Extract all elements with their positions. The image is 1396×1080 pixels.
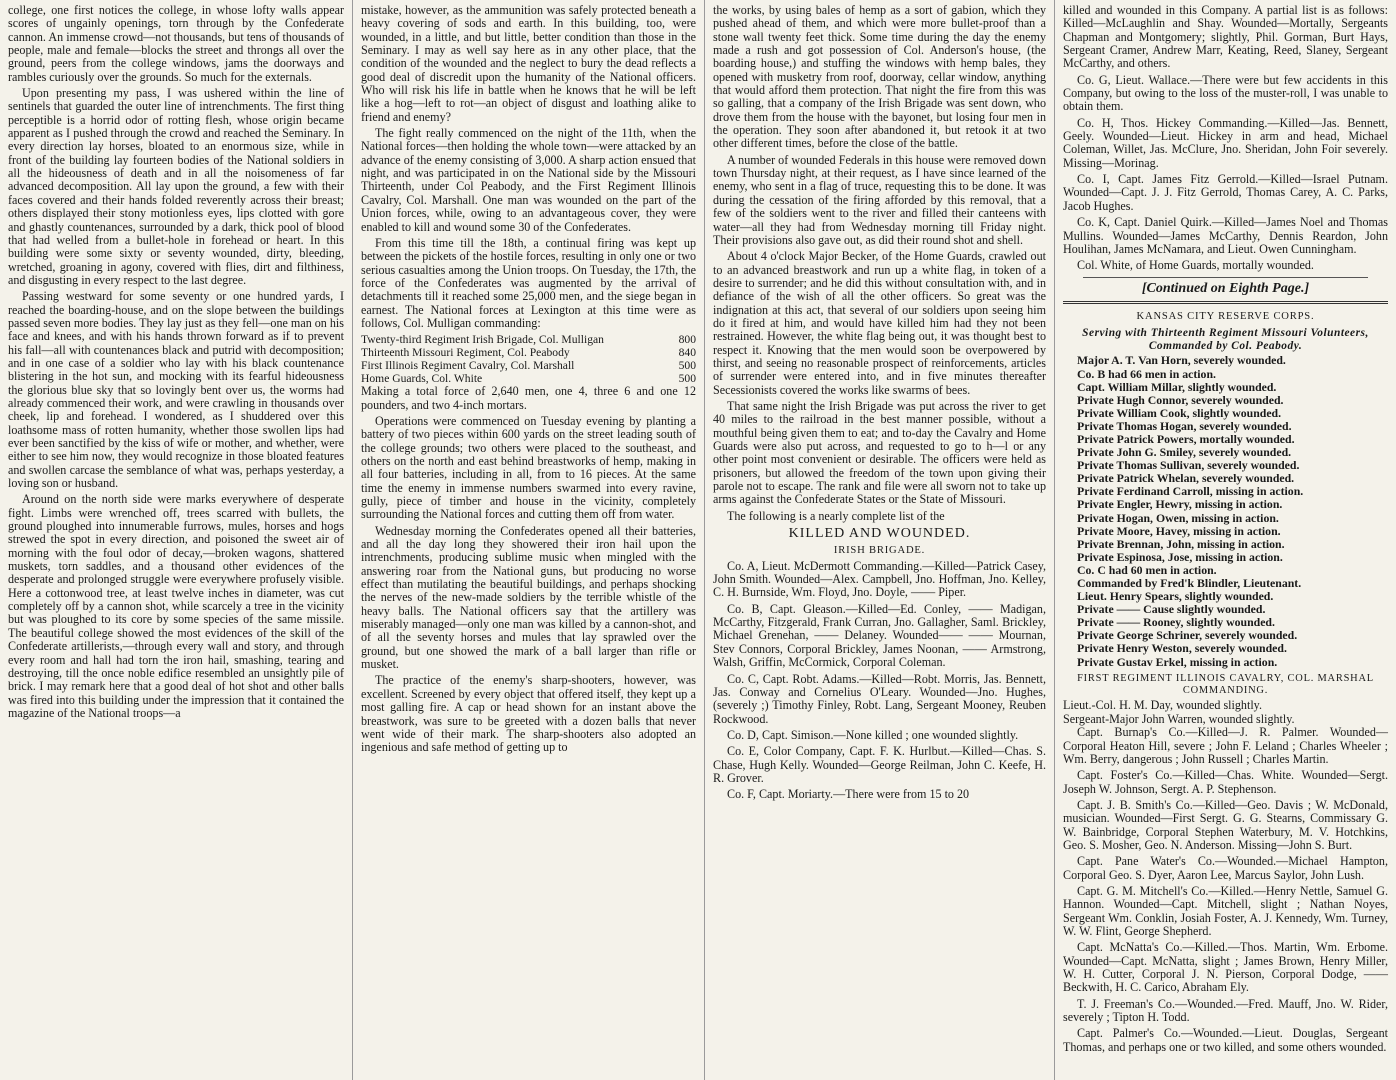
list-item: Capt. William Millar, slightly wounded.: [1077, 379, 1277, 394]
casualty-list-item: Co. H, Thos. Hickey Commanding.—Killed—Jas. Bennett, Geely. Wounded—Lieut. Hickey in arm and head, Michael Coleman, Willet, Jas. McClure, Jno. Sheridan, John Foir severely. Missing—Morinag.: [1063, 115, 1388, 170]
list-item: Private Gustav Erkel, missing in action.: [1077, 654, 1278, 669]
casualty-list-item: Co. B, Capt. Gleason.—Killed—Ed. Conley, —— Madigan, McCarthy, Fitzgerald, Frank Curran, Jno. Gallagher, Saml. Brickley, Michael Grenehan, —— Delaney. Wounded—— —— Mournan, Stev Connors, Corporal Brickley, James Noonan, —— Armstrong, Walsh, Griffin, McCormick, Corporal Coleman.: [713, 601, 1046, 670]
list-item: Private Engler, Hewry, missing in action.: [1077, 497, 1283, 512]
casualty-list-item: Capt. Foster's Co.—Killed—Chas. White. Wounded—Sergt. Joseph W. Johnson, Sergt. A. P. Stephenson.: [1063, 768, 1388, 796]
list-item: Private Espinosa, Jose, missing in action.: [1077, 549, 1283, 564]
continued-notice: [Continued on Eighth Page.]: [1141, 280, 1310, 296]
regiment-count: 800: [678, 333, 696, 347]
col3-paragraph-3: About 4 o'clock Major Becker, of the Home Guards, crawled out to an advanced breastwork and run up a white flag, in token of a desire to surrender; and he did this without consultation with, and in defiance of the wish of all the other officers. So great was the indignation at this act, that several of our soldiers upon seeing him do it fired at him, and would have killed him had they not been restrained. However, the white flag being out, it was thought best to respect it. Knowing that the men would soon be overpowered by thirst, and seeing no reasonable prospect of reinforcements, articles of surrender were entered into, and in five minutes thereafter Secessionists covered the works like swarms of bees.: [713, 249, 1046, 397]
casualty-list-item: Co. E, Color Company, Capt. F. K. Hurlbut.—Killed—Chas. S. Chase, Hugh Kelly. Wounded—George Reilman, John C. Keefe, H. R. Grover.: [713, 744, 1046, 785]
casualty-list-item: Co. C, Capt. Robt. Adams.—Killed—Robt. Morris, Jas. Bennett, Jas. Conway and Cornelius O'Leary. Wounded—Jno. Hughes, (severely ;) Timothy Finley, Robt. Lang, Sergeant Mooney, Reuben Rockwood.: [713, 671, 1046, 726]
kansas-city-heading: KANSAS CITY RESERVE CORPS.: [1136, 310, 1315, 322]
regiment-name: Home Guards, Col. White: [361, 372, 483, 386]
list-item: Lieut.-Col. H. M. Day, wounded slightly.: [1063, 698, 1262, 713]
list-item: Private Thomas Sullivan, severely wounded.: [1077, 458, 1300, 473]
col2-paragraph-4: Making a total force of 2,640 men, one 4, three 6 and one 12 pounders, and two 4-inch mortars.: [361, 384, 696, 412]
column-3: [704, 0, 1054, 1080]
col3-paragraph-2: A number of wounded Federals in this house were removed down town Thursday night, at their request, as I have since learned of the enemy, who sent in a flag of truce, requesting this to be done. It was during the cessation of the firing afforded by this removal, that a few of the soldiers went to the river and filled their canteens with water—all they had from Wednesday morning till Friday night. Their provisions also gave out, as did their round shot and shell.: [713, 152, 1046, 247]
col2-paragraph-7: The practice of the enemy's sharp-shooters, however, was excellent. Screened by every object that offered itself, they kept up a most galling fire. A cap or head shown for an instant above the breastwork, was sure to be greeted with a dozen balls that never went wide of their mark. The sharp-shooters also adopted an ingenious and safe method of getting up to: [361, 673, 696, 755]
casualty-list-item: Co. D, Capt. Simison.—None killed ; one wounded slightly.: [727, 727, 1019, 742]
column-2: [352, 0, 704, 1080]
col2-paragraph-6: Wednesday morning the Confederates opened all their batteries, and all the day long they showered their iron hail upon the intrenchments, producing sublime music when mingled with the answering roar from the National guns, but producing no worse effect than mutilating the beautiful buildings, and perhaps shocking the nerves of the new-made soldiers by the terrible whistle of the heavy balls. The National officers say that the artillery was miserably managed—only one man was killed by a cannon-shot, and of all the seventy horses and mules that lay sprawled over the ground, but one showed the mark of a ball larger than rifle or musket.: [361, 523, 696, 672]
col3-paragraph-4: That same night the Irish Brigade was put across the river to get 40 miles to the railroad in the best manner possible, without a mouthful being given them to eat; and to-day the Cavalry and Home Guards were also put across, and requested to go to h—l or any other point most convenient or desirable. The officers were held as prisoners, but allowed the freedom of the town upon giving their parole not to escape. The rank and file were all sworn not to take up arms against the Confederate States or the State of Missouri.: [713, 398, 1046, 507]
column-4: [1054, 0, 1396, 1080]
list-item: Private Hogan, Owen, missing in action.: [1077, 510, 1279, 525]
list-item: Commanded by Fred'k Blindler, Lieutenant.: [1077, 576, 1302, 590]
regiment-name: First Illinois Regiment Cavalry, Col. Marshall: [361, 359, 575, 373]
killed-wounded-heading: KILLED AND WOUNDED.: [788, 526, 971, 542]
col1-paragraph-3: Passing westward for some seventy or one hundred yards, I reached the boarding-house, and on the slope between the buildings passed seven more bodies. They lay just as they fell—one man on his face and knees, and with his hands thrown forward as if to prevent his fall—all with countenances black and putrid with decomposition; and in one case of a soldier who lay with his black countenance blistering in the hot sun, and mocking with its fearful hideousness the glorious blue sky that so lovingly bent over us, the worms had already commenced their work, and were crawling in thousands over cheek, lip and forehead. I wondered, as I shuddered over this loathsome mass of rotten humanity, whether those swollen lips had ever been sanctified by the kiss of wife or mother, and whether, were either to see him now, they would recognize in those bloated features and swollen carcase the semblance of what was, perhaps yesterday, a loving son or husband.: [8, 289, 344, 491]
casualty-list-item: Co. F, Capt. Moriarty.—There were from 15 to 20: [727, 787, 970, 802]
casualty-list-item: Capt. Pane Water's Co.—Wounded.—Michael Hampton, Corporal Geo. S. Dyer, Aaron Lee, Marcus Saylor, John Lush.: [1063, 854, 1388, 882]
list-item: Private Brennan, John, missing in action.: [1077, 536, 1285, 551]
regiment-row: [361, 333, 696, 346]
list-item: Private William Cook, slightly wounded.: [1077, 405, 1282, 420]
regiment-count: 840: [678, 346, 696, 360]
list-item: Private Henry Weston, severely wounded.: [1077, 641, 1287, 656]
casualty-list-item: Capt. J. B. Smith's Co.—Killed—Geo. Davis ; W. McDonald, musician. Wounded—First Sergt. G. G. Stearns, Commissary G. W. Bainbridge, Corporal Stephen Waterbury, M. V. Hotchkins, Geo. S. Mosher, Geo. N. Anderson. Missing—John S. Burt.: [1063, 797, 1388, 852]
list-item: Co. B had 66 men in action.: [1077, 366, 1216, 381]
list-item: Sergeant-Major John Warren, wounded slightly.: [1063, 711, 1295, 726]
casualty-list-item: killed and wounded in this Company. A partial list is as follows: Killed—McLaughlin and Shay. Wounded—Mortally, Sergeants Chapman and Montgomery; slightly, Phil. Gorman, Burt Hays, Sergeant Cramer, Andrew Marr, Keating, Reed, Slaney, Sergeant McCarthy, and others.: [1063, 3, 1388, 71]
regiment-row: [361, 346, 696, 359]
list-item: Major A. T. Van Horn, severely wounded.: [1077, 353, 1286, 368]
col2-paragraph-5: Operations were commenced on Tuesday evening by planting a battery of two pieces within 600 yards on the street leading south of the college grounds; two others were placed to the southeast, and others on the north and east behind breastworks of hemp, making in all four batteries, including in all, from to 16 pieces. At the same time the enemy in immense numbers swarmed into every ravine, gully, piece of timber and house in the vicinity, completely surrounding the National forces and cutting them off from water.: [361, 413, 696, 522]
list-item: Private —— Cause slightly wounded.: [1077, 602, 1266, 617]
regiment-row: [361, 359, 696, 372]
casualty-list-item: Co. I, Capt. James Fitz Gerrold.—Killed—Israel Putnam. Wounded—Capt. J. J. Fitz Gerrold, Thomas Carey, A. C. Parks, Jacob Hughes.: [1063, 172, 1388, 213]
col3-paragraph-5: The following is a nearly complete list of the: [727, 508, 945, 523]
regiment-name: Thirteenth Missouri Regiment, Col. Peabody: [361, 346, 570, 360]
col1-paragraph-4: Around on the north side were marks everywhere of desperate fight. Limbs were wrenched off, trees scarred with bullets, the ground ploughed into innumerable furrows, mules, horses and hogs strewed the spot in every direction, and poisoned the sweet air of morning with the foul odor of decay,—broken wagons, shattered muskets, torn saddles, and a thousand other evidences of the desperate and prolonged struggle were everywhere profusely visible. Here a cottonwood tree, at least twelve inches in diameter, was cut completely off by a cannon shot, while scarcely a tree in the vicinity but was ploughed to its core by some species of the same missile. The beautiful college showed the most evidences of the skill of the Confederate artillerists,—through every wall and story, and through every room and hall had torn the iron hail, smashing, tearing and destroying, till the once noble edifice resembled an unsightly pile of brick. I may remark here that a good deal of hot shot and other balls was fired into this building under the impression that it contained the magazine of the National troops—a: [8, 492, 344, 720]
list-item: Lieut. Henry Spears, slightly wounded.: [1077, 589, 1274, 604]
list-item: Private Patrick Whelan, severely wounded.: [1077, 471, 1295, 486]
list-item: Private Hugh Connor, severely wounded.: [1077, 392, 1284, 407]
list-item: Private Ferdinand Carroll, missing in action.: [1077, 484, 1304, 499]
casualty-list-item: Capt. G. M. Mitchell's Co.—Killed.—Henry Nettle, Samuel G. Hannon. Wounded—Capt. Mitchell, slight ; Nathan Noyes, Sergeant Wm. Conklin, Josiah Foster, A. J. Kennedy, Wm. Turney, W. W. Flint, George Shepherd.: [1063, 883, 1388, 938]
column-1: [0, 0, 352, 1080]
casualty-list-item: Capt. Palmer's Co.—Wounded.—Lieut. Douglas, Sergeant Thomas, and perhaps one or two killed, and some others wounded.: [1063, 1026, 1388, 1054]
list-item: Private Patrick Powers, mortally wounded.: [1077, 431, 1295, 446]
col2-paragraph-3: From this time till the 18th, a continual firing was kept up between the pickets of the hostile forces, resulting in only one or two serious casualties among the Union troops. On Tuesday, the 17th, the force of the Confederates was augmented by the arrival of detachments till it reached some 25,000 men, and the siege began in earnest. The National forces at Lexington at this time were as follows, Col. Mulligan commanding:: [361, 235, 696, 330]
list-item: Private Moore, Havey, missing in action.: [1077, 523, 1281, 538]
col2-paragraph-2: The fight really commenced on the night of the 11th, when the National forces—then holding the whole town—were attacked by an advance of the enemy consisting of 3,000. A sharp action ensued that night, and was participated in on the National side by the Missouri Thirteenth, under Col Peabody, and the First Regiment Illinois Cavalry, Col. Marshall. One man was wounded on the part of the Union forces, while, owing to an advantageous cover, they were enabled to kill and wound some 30 of the Confederates.: [361, 126, 696, 234]
casualty-list-item: Co. G, Lieut. Wallace.—There were but few accidents in this Company, but owing to the loss of the muster-roll, I was unable to obtain them.: [1063, 72, 1388, 114]
casualty-list-item: Capt. Burnap's Co.—Killed—J. R. Palmer. Wounded—Corporal Heaton Hill, severe ; John F. Leland ; Charles Wheeler ; Wm. Berry, dangerous ; John Russell ; Charles Martin.: [1063, 725, 1388, 766]
list-item: Co. C had 60 men in action.: [1077, 562, 1217, 577]
section-divider: [1083, 277, 1368, 278]
col2-paragraph-1: mistake, however, as the ammunition was safely protected beneath a heavy covering of sods and earth. In this building, too, were wounded, in a little, and but little, better condition than those in the Seminary. I may as well say here as in any other place, that the condition of the wounded and the neglect to bury the dead reflects a good deal of discredit upon the humanity of the National officers. Who will risk his life in battle when he knows that he will be left like a hog—left to rot—an object of disgust and loathing alike to friend and enemy?: [361, 3, 696, 124]
casualty-list-item: Co. K, Capt. Daniel Quirk.—Killed—James Noel and Thomas Mullins. Wounded—James McCarthy, Dennis Reardon, John Houlihan, James McNamara, and Lieut. Owen Cunningham.: [1063, 215, 1388, 256]
list-item: Private John G. Smiley, severely wounded.: [1077, 445, 1292, 460]
kansas-city-subheading: Serving with Thirteenth Regiment Missouri Volunteers, Commanded by Col. Peabody.: [1082, 327, 1369, 352]
cavalry-heading: FIRST REGIMENT ILLINOIS CAVALRY, COL. MARSHAL COMMANDING.: [1077, 672, 1374, 697]
col1-paragraph-1: college, one first notices the college, in whose lofty walls appear scores of ungainly openings, torn through by the Confederate cannon. An immense crowd—not thousands, but tens of thousands of people, male and female—blocks the street and throngs all over the ground, peers from the college windows, jams the doorways and rambles curiously over the grounds. So much for the externals.: [8, 3, 344, 84]
col1-paragraph-2: Upon presenting my pass, I was ushered within the line of sentinels that guarded the outer line of intrenchments. The first thing perceptible is a horrid odor of rotting flesh, whose origin became apparent as I pushed through the crowd and reached the Seminary. In every direction lay horses, bloated to an enormous size, while in front of the building lay fourteen bodies of the National soldiers in all the hideousness of death and in all the noisomeness of far advanced decomposition. All lay upon the ground, a few with their faces covered and their hands folded reverently across their breast; others displayed their stony motionless eyes, lips clotted with gore and ghastly countenances, surrounded by a dark, thick pool of blood that had welled from a bullet-hole in forehead or heart. In this building were some sixty or seventy wounded, dirty, bleeding, wretched, groaning in agony, covered with flies, dirt and filthiness, and disgusting in every respect to the last degree.: [8, 86, 344, 287]
casualty-list-item: Co. A, Lieut. McDermott Commanding.—Killed—Patrick Casey, John Smith. Wounded—Alex. Campbell, Jno. Hoffman, Jno. Kelley, C. H. Burnside, Wm. Floyd, Jno. Doyle, —— Piper.: [713, 558, 1046, 600]
regiment-name: Twenty-third Regiment Irish Brigade, Col. Mulligan: [361, 333, 604, 347]
list-item: Private Thomas Hogan, severely wounded.: [1077, 418, 1292, 433]
regiment-table: [361, 333, 696, 385]
casualty-list-item: Capt. McNatta's Co.—Killed.—Thos. Martin, Wm. Erbome. Wounded—Capt. McNatta, slight ; James Brown, Henry Miller, W. H. Cutter, Corporal J. N. Pierson, Corporal Dodge, —— Beckwith, H. C. Carico, Abraham Ely.: [1063, 940, 1388, 995]
regiment-count: 500: [678, 359, 696, 373]
casualty-list-item: T. J. Freeman's Co.—Wounded.—Fred. Mauff, Jno. W. Rider, severely ; Tipton H. Todd.: [1063, 996, 1388, 1025]
irish-brigade-heading: IRISH BRIGADE.: [833, 545, 926, 557]
list-item: Private —— Rooney, slightly wounded.: [1077, 615, 1275, 630]
regiment-count: 500: [678, 372, 696, 386]
list-item: Private George Schriner, severely wounded.: [1077, 628, 1298, 643]
casualty-list-item: Col. White, of Home Guards, mortally wounded.: [1077, 258, 1314, 273]
kansas-city-list: [1063, 354, 1388, 668]
section-divider: [1063, 301, 1388, 304]
col3-paragraph-1: the works, by using bales of hemp as a sort of gabion, which they pushed ahead of them, and which were more bullet-proof than a stone wall twenty feet thick. Some time during the day the enemy made a rush and got possession of Col. Anderson's house, (the boarding house,) and stuffing the windows with hemp bales, they opened with musketry from roof, doorway, cellar window, anything that would afford them protection. That night the fire from this was so galling, that a company of the Irish Brigade was sent down, who drove them from the house with the bayonet, but losing four men in the operation. They soon after abandoned it, but retook it at two other different times, before the close of the battle.: [713, 3, 1046, 151]
